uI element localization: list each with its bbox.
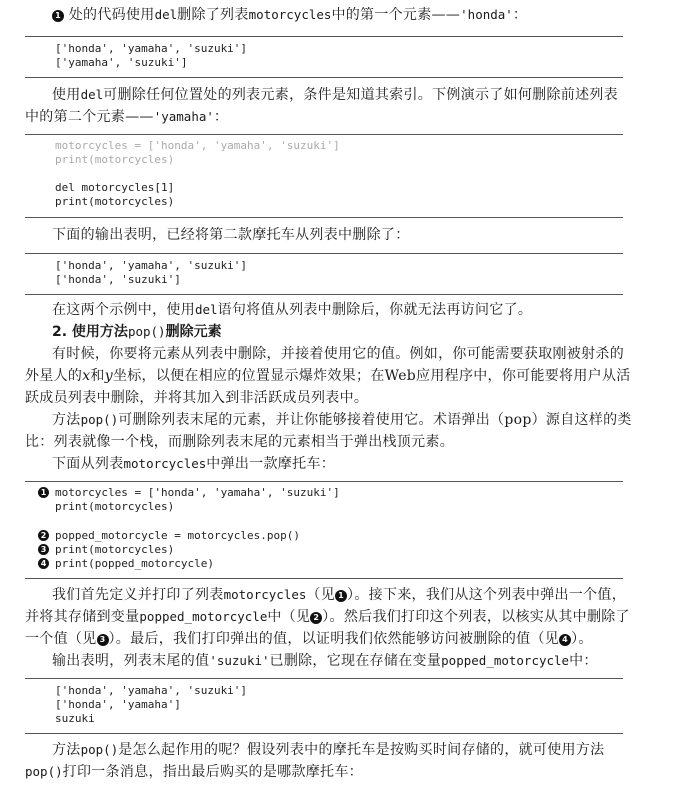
code-block-del-index [25, 134, 623, 218]
callout-marker-1: 1 [52, 10, 64, 22]
paragraph-pop-motivation: 有时候，你要将元素从列表中删除，并接着使用它的值。例如，你可能需要获取刚被射杀的 [52, 346, 624, 362]
callout-marker-1: 1 [38, 487, 49, 498]
code-line: suzuki [55, 712, 95, 725]
paragraph-pop-explanation: 我们首先定义并打印了列表motorcycles（见 1 ）。接下来，我们从这个列表中弹出一个值， [52, 587, 627, 603]
callout-marker-2: 2 [38, 530, 49, 541]
callout-ref-1: 1 [335, 590, 347, 602]
code-line: del motorcycles[1] [55, 181, 175, 194]
paragraph-del-first: 1 处的代码使用del删除了列表motorcycles中的第一个元素——'honda'： [52, 4, 625, 26]
paragraph-pop-motivation-3: 跃成员列表中删除，并将其加入到非活跃成员列表中。 [25, 390, 369, 406]
code-line: ['honda', 'yamaha'] [55, 698, 181, 711]
code-line: print(popped_motorcycle) [55, 557, 214, 570]
callout-ref-2: 2 [310, 612, 322, 624]
paragraph-pop-explanation-3: 一个值（见 3 ）。最后，我们打印弹出的值，以证明我们依然能够访问被删除的值（见 4 ）。 [25, 631, 593, 647]
paragraph-del-any: 使用del可删除任何位置处的列表元素，条件是知道其索引。下例演示了如何删除前述列表 [52, 87, 618, 103]
paragraph-del-any-cont: 中的第二个元素——'yamaha'： [25, 109, 229, 125]
paragraph-pop-motivation-2: 外星人的x和y坐标，以便在相应的位置显示爆炸效果；在Web应用程序中，你可能要将用户从活 [25, 368, 631, 384]
code-block-output-3 [25, 678, 623, 734]
paragraph-output-intro: 下面的输出表明，已经将第二款摩托车从列表中删除了： [52, 227, 410, 243]
code-line: popped_motorcycle = motorcycles.pop() [55, 529, 301, 542]
code-line: motorcycles = ['honda', 'yamaha', 'suzuki'] [55, 486, 340, 499]
callout-marker-4: 4 [38, 558, 49, 569]
callout-marker-3: 3 [38, 544, 49, 555]
code-line: ['yamaha', 'suzuki'] [55, 56, 188, 69]
code-block-pop [25, 481, 623, 579]
paragraph-output-explanation: 输出表明，列表末尾的值'suzuki'已删除，它现在存储在变量popped_motorcycle中： [52, 653, 598, 669]
callout-ref-4: 4 [559, 634, 571, 646]
code-line: ['honda', 'yamaha', 'suzuki'] [55, 42, 248, 55]
paragraph-pop-usage: 方法pop()是怎么起作用的呢？假设列表中的摩托车是按购买时间存储的，就可使用方法 [52, 742, 605, 758]
code-line: print(motorcycles) [55, 543, 175, 556]
code-line: ['honda', 'yamaha', 'suzuki'] [55, 259, 248, 272]
callout-ref-3: 3 [97, 634, 109, 646]
paragraph-pop-definition-2: 比：列表就像一个栈，而删除列表末尾的元素相当于弹出栈顶元素。 [25, 434, 454, 450]
paragraph-pop-usage-2: pop()打印一条消息，指出最后购买的是哪款摩托车： [25, 764, 363, 780]
code-line: print(motorcycles) [55, 153, 175, 166]
paragraph-pop-definition: 方法pop()可删除列表末尾的元素，并让你能够接着使用它。术语弹出（pop）源自这样的类 [52, 412, 632, 428]
section-heading: 2. 使用方法pop()删除元素 [52, 324, 222, 340]
code-line: motorcycles = ['honda', 'yamaha', 'suzuki'] [55, 139, 340, 152]
paragraph-pop-example-intro: 下面从列表motorcycles中弹出一款摩托车： [52, 456, 335, 472]
code-line: ['honda', 'suzuki'] [55, 273, 181, 286]
paragraph-pop-explanation-2: 并将其存储到变量popped_motorcycle中（见 2 ）。然后我们打印这个列表，以核实从其中删除了 [25, 609, 630, 625]
code-line: print(motorcycles) [55, 500, 175, 513]
paragraph-del-summary: 在这两个示例中，使用del语句将值从列表中删除后，你就无法再访问它了。 [52, 302, 533, 318]
code-line: ['honda', 'yamaha', 'suzuki'] [55, 684, 248, 697]
code-block-output-1 [25, 36, 623, 78]
code-block-output-2 [25, 253, 623, 295]
code-line: print(motorcycles) [55, 195, 175, 208]
